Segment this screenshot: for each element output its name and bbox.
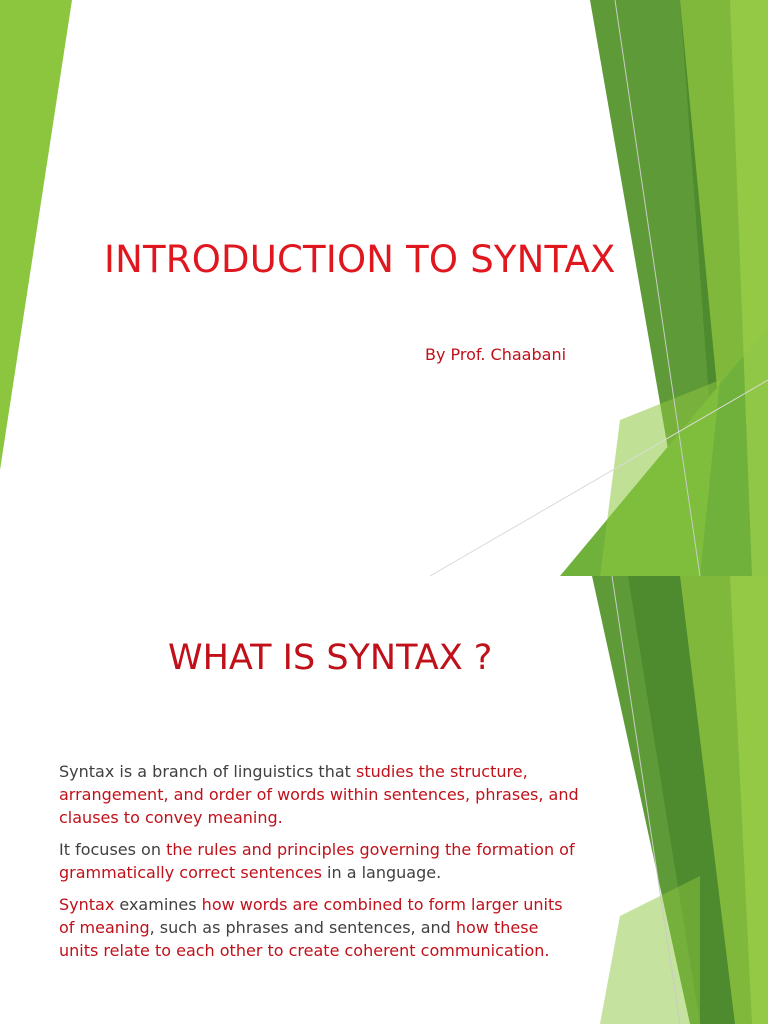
slide-title: INTRODUCTION TO SYNTAX (104, 238, 616, 281)
highlighted-text: studies the structure, arrangement, and order of words within sentences, phrases, and clauses to convey meaning. (59, 762, 579, 827)
slide-body (59, 760, 579, 971)
highlighted-text: the rules and principles governing the formation of grammatically correct sentences (59, 840, 575, 882)
paragraph (59, 760, 579, 829)
highlighted-text: how these units relate to each other to create coherent communication. (59, 918, 550, 960)
author-byline: By Prof. Chaabani (425, 345, 567, 364)
text-run: , such as phrases and sentences, and (149, 918, 456, 937)
text-run: examines (114, 895, 202, 914)
text-run: in a language. (321, 863, 442, 882)
highlighted-text: how words are combined to form larger units of meaning (59, 895, 563, 937)
highlighted-text: Syntax (59, 895, 115, 914)
paragraph (59, 893, 579, 962)
text-run: Syntax is a branch of linguistics that (59, 762, 356, 781)
content-slide (0, 576, 768, 1024)
slide-title: WHAT IS SYNTAX ? (168, 638, 493, 678)
text-run: It focuses on (59, 840, 167, 859)
paragraph (59, 838, 579, 884)
